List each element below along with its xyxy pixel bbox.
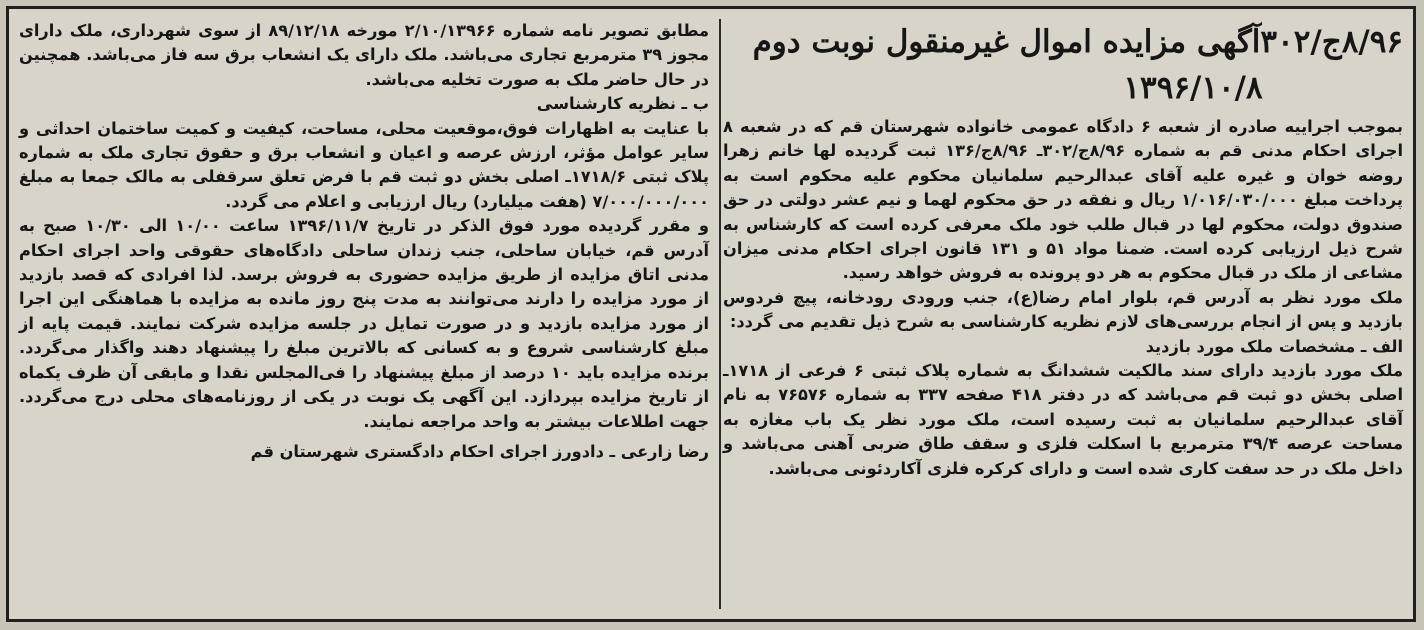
permit-paragraph: مطابق تصویر نامه شماره ۲/۱۰/۱۳۹۶۶ مورخه ۸۹/۱۲/۱۸ از سوی شهرداری، ملک دارای مجوز ۳۹ مترمربع تجاری می‌باشد. ملک دارای یک انشعاب برق سه فاز می‌باشد. همچنین در حال حاضر ملک به صورت تخلیه می‌باشد. — [19, 21, 709, 89]
notice-title: ۸/۹۶ج/۳۰۲آگهی مزایده اموال غیرمنقول نوبت دوم — [752, 24, 1403, 60]
signature-line: رضا زارعی ـ دادورز اجرای احکام دادگستری شهرستان قم — [250, 441, 709, 461]
intro-paragraph: بموجب اجراییه صادره از شعبه ۶ دادگاه عمومی خانواده شهرستان قم که در شعبه ۸ اجرای احکام مدنی قم به شماره ۸/۹۶ج/۳۰۲ـ ۸/۹۶ج/۱۳۶ ثبت گردیده لها خانم زهرا روضه خوان و غیره علیه آقای عبدالرحیم سلمانیان محکوم علیه محکوم است به پرداخت مبلغ ۱/۰۱۶/۰۳۰/۰۰۰ ریال و نفقه در حق محکوم لهما و نیم عشر دولتی در حق صندوق دولت، محکوم لها در قبال طلب خود ملک معرفی کرده است که کارشناس به شرح ذیل ارزیابی کرده است. ضمنا مواد ۵۱ و ۱۳۱ قانون اجرای احکام مدنی میزان مشاعی از ملک در قبال محکوم به هر دو پرونده به فروش خواهد رسید. — [723, 117, 1404, 283]
auction-paragraph: و مقرر گردیده مورد فوق الذکر در تاریخ ۱۳۹۶/۱۱/۷ ساعت ۱۰/۰۰ الی ۱۰/۳۰ صبح به آدرس قم، خیابان ساحلی، جنب زندان ساحلی دادگاه‌های حقوقی واحد اجرای احکام مدنی اتاق مزایده از طریق مزایده حضوری به فروش برسد. لذا افرادی که قصد بازدید از مورد مزایده را دارند می‌توانند به مدت پنج روز مانده به مزایده با هماهنگی این اجرا از مورد مزایده بازدید و در صورت تمایل در جلسه مزایده شرکت نمایند. قیمت پایه از مبلغ کارشناسی شروع و به کسانی که بالاترین مبلغ را پیشنهاد دهند واگذار می‌گردد. برنده مزایده باید ۱۰ درصد از مبلغ پیشنهاد را فی‌المجلس نقدا و مابقی آن ظرف یکماه از تاریخ مزایده بپردازد. این آگهی یک نوبت در یکی از روزنامه‌های محلی درج می‌گردد. جهت اطلاعات بیشتر به واحد مراجعه نمایند. — [19, 216, 709, 431]
location-paragraph: ملک مورد نظر به آدرس قم، بلوار امام رضا(ع)، جنب ورودی رودخانه، پیچ فردوس بازدید و پس از انجام بررسی‌های لازم نظریه کارشناسی به شرح ذیل تقدیم می گردد: — [723, 287, 1403, 332]
notice-date: ۱۳۹۶/۱۰/۸ — [1123, 70, 1263, 106]
notice-right-column — [723, 19, 1403, 611]
column-divider — [719, 19, 721, 609]
section-b-heading: ب ـ نظریه کارشناسی — [536, 94, 709, 114]
section-a-heading: الف ـ مشخصات ملک مورد بازدید — [1145, 336, 1403, 356]
property-paragraph: ملک مورد بازدید دارای سند مالکیت ششدانگ به شماره پلاک ثبتی ۶ فرعی از ۱۷۱۸ـ اصلی بخش دو ثبت قم می‌باشد که در دفتر ۴۱۸ صفحه ۳۳۷ به شماره ۷۶۵۷۶ به نام آقای عبدالرحیم سلمانیان به ثبت رسیده است، ملک مورد نظر یک باب مغازه به مساحت عرصه ۳۹/۴ مترمربع با اسکلت فلزی و سقف طاق ضربی آهنی می‌باشد و داخل ملک در حد سفت کاری شده است و دارای کرکره فلزی آکاردئونی می‌باشد. — [723, 361, 1404, 478]
valuation-paragraph: با عنایت به اظهارات فوق،موقعیت محلی، مساحت، کیفیت و کمیت ساختمان احداثی و سایر عوامل مؤثر، ارزش عرصه و اعیان و انشعاب برق و حقوق تجاری ملک به شماره پلاک ثبتی ۱۷۱۸/۶ـ اصلی بخش دو ثبت قم با فرض تعلق سرقفلی به مالک جمعا به مبلغ ۷/۰۰۰/۰۰۰/۰۰۰ (هفت میلیارد) ریال ارزیابی و اعلام می گردد. — [19, 118, 709, 211]
newspaper-notice — [6, 6, 1416, 622]
notice-left-column — [19, 19, 709, 611]
